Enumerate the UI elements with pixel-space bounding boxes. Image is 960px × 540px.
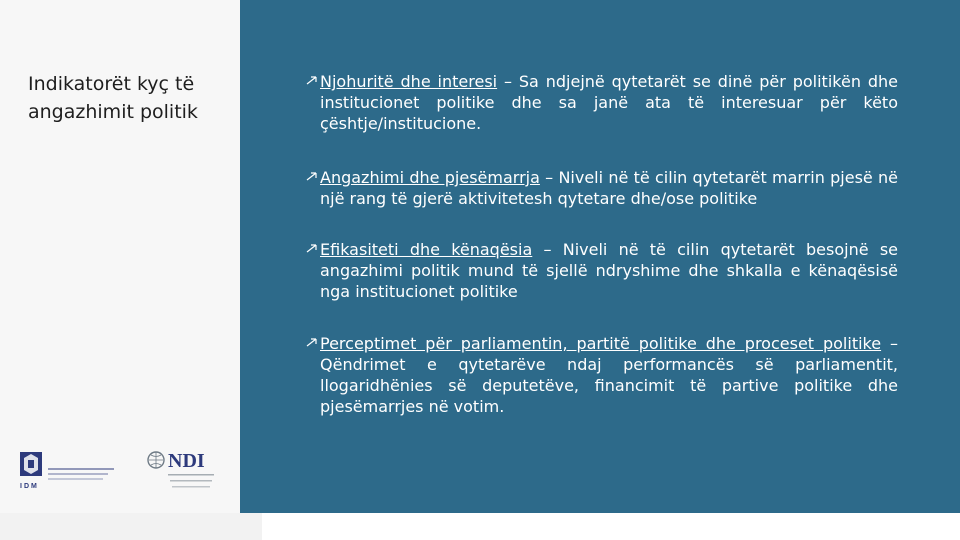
- list-item: [320, 167, 898, 209]
- item-heading: Angazhimi dhe pjesëmarrja: [320, 168, 540, 187]
- item-heading: Efikasiteti dhe kënaqësia: [320, 240, 533, 259]
- list-item: [320, 239, 898, 302]
- arrow-bullet-icon: [306, 169, 320, 183]
- item-text: – Sa ndjejnë qytetarët se dinë për politikën dhe institucionet politike dhe sa janë ata të interesuar për këto çështje/institucione.: [320, 72, 898, 133]
- arrow-bullet-icon: [306, 73, 320, 87]
- idm-logo: [18, 448, 123, 490]
- arrow-bullet-icon: [306, 241, 320, 255]
- ndi-acronym: NDI: [168, 450, 205, 472]
- item-text: – Qëndrimet e qytetarëve ndaj performancës së parliamentit, llogaridhënies së deputetëve, financimit të partive politike dhe pjesëmarrjes në votim.: [320, 334, 898, 416]
- item-text: – Niveli në të cilin qytetarët besojnë se angazhimi politik mund të sjellë ndryshime dhe shkalla e kënaqësisë nga institucionet politike: [320, 240, 898, 301]
- list-item: [320, 71, 898, 134]
- bottom-strip: [0, 513, 262, 540]
- item-text: – Niveli në të cilin qytetarët marrin pjesë në një rang të gjerë aktivitetesh qytetare dhe/ose politike: [320, 168, 899, 208]
- list-item: [320, 333, 898, 417]
- item-heading: Njohuritë dhe interesi: [320, 72, 498, 91]
- arrow-bullet-icon: [306, 335, 320, 349]
- item-heading: Perceptimet për parliamentin, partitë politike dhe proceset politike: [320, 334, 882, 353]
- ndi-logo: [146, 446, 222, 494]
- idm-acronym: IDM: [20, 483, 39, 490]
- page-title: Indikatorët kyç të angazhimit politik: [28, 73, 198, 123]
